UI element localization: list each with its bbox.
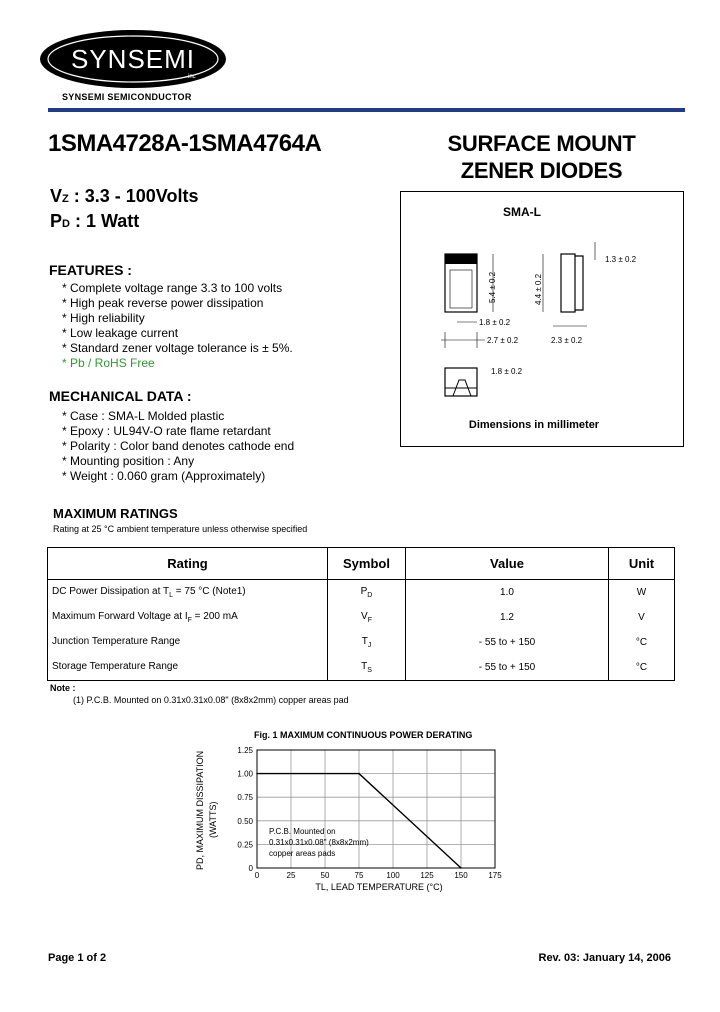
product-title [400,130,683,184]
table-row [48,655,675,681]
product-title-line2: ZENER DIODES [460,158,623,183]
pd-subscript: D [62,218,70,230]
list-item: * Mounting position : Any [62,454,195,468]
dim-body-width: 1.8 ± 0.2 [479,318,511,327]
rating-cell: Storage Temperature Range [48,655,328,681]
y-tick-label: 1.25 [237,746,253,755]
package-name: SMA-L [503,205,541,219]
y-tick-label: 0.75 [237,793,253,803]
list-item: * Standard zener voltage tolerance is ± 5%. [62,341,293,355]
chart-ticks [237,746,502,880]
data-point [460,867,462,869]
package-drawing [401,192,683,446]
package-outline-box [400,191,684,447]
list-item: * Weight : 0.060 gram (Approximately) [62,469,266,483]
logo-subtitle: SYNSEMI SEMICONDUCTOR [62,92,192,102]
col-unit: Unit [609,548,675,580]
list-item: * Complete voltage range 3.3 to 100 volts [62,281,283,295]
list-item: * High reliability [62,311,145,325]
col-symbol: Symbol [328,548,406,580]
unit-cell: V [609,605,675,630]
dim-side-height: 4.4 ± 0.2 [534,273,543,305]
unit-cell: W [609,580,675,606]
y-tick-label: 1.00 [237,769,253,779]
note-title: Note : [50,683,76,693]
chart-annotation-line2: 0.31x0.31x0.08" (8x8x2mm) [269,838,369,847]
ratings-note: Rating at 25 °C ambient temperature unless otherwise specified [53,524,308,534]
value-cell: 1.0 [406,580,609,606]
part-number-title: 1SMA4728A-1SMA4764A [48,130,322,157]
symbol-cell: $T_J$ [328,630,406,655]
table-row [48,580,675,606]
rating-cell: DC Power Dissipation at $T_L = 75$ °C (Note1) [48,580,328,606]
x-tick-label: 0 [254,871,260,880]
x-tick-label: 125 [420,871,434,880]
x-tick-label: 100 [386,871,400,880]
table-row [48,630,675,655]
mechanical-list [62,409,294,484]
unit-cell: °C [609,630,675,655]
x-axis-label: TL, LEAD TEMPERATURE (°C) [315,882,443,892]
value-cell: 1.2 [406,605,609,630]
note-text: (1) P.C.B. Mounted on 0.31x0.31x0.08" (8x8x2mm) copper areas pad [73,695,349,705]
dim-body-height: 5.4 ± 0.2 [488,271,497,303]
rohs-item: * Pb / RoHS Free [62,356,155,370]
rating-cell: Maximum Forward Voltage at $I_F = 200$ mA [48,605,328,630]
features-list [62,281,293,371]
dim-total-width: 2.7 ± 0.2 [487,336,519,345]
dimensions-caption: Dimensions in millimeter [468,419,600,431]
vz-spec [50,186,198,207]
vz-value: : 3.3 - 100Volts [68,186,199,206]
page-number: Page 1 of 2 [48,952,107,964]
value-cell: - 55 to + 150 [406,630,609,655]
features-title: FEATURES : [49,262,132,278]
dim-lead-thickness: 1.3 ± 0.2 [605,255,637,264]
y-tick-label: 0.50 [237,816,253,826]
dim-bottom: 1.8 ± 0.2 [491,367,523,376]
value-cell: - 55 to + 150 [406,655,609,681]
list-item: * Epoxy : UL94V-O rate flame retardant [62,424,271,438]
rating-cell: Junction Temperature Range [48,630,328,655]
logo-inc: inc [188,74,196,80]
data-point [256,773,258,775]
data-point [358,773,360,775]
x-tick-label: 75 [354,871,364,880]
company-logo [38,28,228,90]
col-rating: Rating [48,548,328,580]
y-tick-label: 0 [248,864,253,873]
dim-side-width: 2.3 ± 0.2 [551,336,583,345]
pd-value: : 1 Watt [69,211,140,231]
symbol-cell: $T_S$ [328,655,406,681]
x-tick-label: 175 [488,871,502,880]
figure-title: Fig. 1 MAXIMUM CONTINUOUS POWER DERATING [254,730,473,740]
list-item: * High peak reverse power dissipation [62,296,264,310]
x-tick-label: 50 [320,871,330,880]
table-header-row [48,548,675,580]
header-rule [48,108,685,112]
pd-symbol: P [50,211,63,231]
revision-date: Rev. 03: January 14, 2006 [538,952,671,964]
table-row [48,605,675,630]
ratings-title: MAXIMUM RATINGS [53,506,178,521]
pd-spec [50,211,139,232]
logo-name: SYNSEMI [70,44,196,74]
list-item: * Low leakage current [62,326,179,340]
list-item: * Case : SMA-L Molded plastic [62,409,225,423]
vz-symbol: V [50,186,63,206]
symbol-cell: $V_F$ [328,605,406,630]
col-value: Value [406,548,609,580]
x-tick-label: 25 [286,871,296,880]
ratings-table [47,547,675,681]
product-title-line1: SURFACE MOUNT [447,131,636,156]
power-derating-chart [185,740,525,900]
y-tick-label: 0.25 [237,840,253,850]
y-axis-label-line1: PD, MAXIMUM DISSIPATION [195,750,205,870]
vz-subscript: Z [62,193,69,205]
x-tick-label: 150 [454,871,468,880]
mechanical-title: MECHANICAL DATA : [49,388,192,404]
unit-cell: °C [609,655,675,681]
chart-annotation-line3: copper areas pads [269,849,336,858]
y-axis-label-line2: (WATTS) [208,801,218,838]
list-item: * Polarity : Color band denotes cathode end [62,439,295,453]
chart-annotation-line1: P.C.B. Mounted on [269,827,336,836]
symbol-cell: $P_D$ [328,580,406,606]
